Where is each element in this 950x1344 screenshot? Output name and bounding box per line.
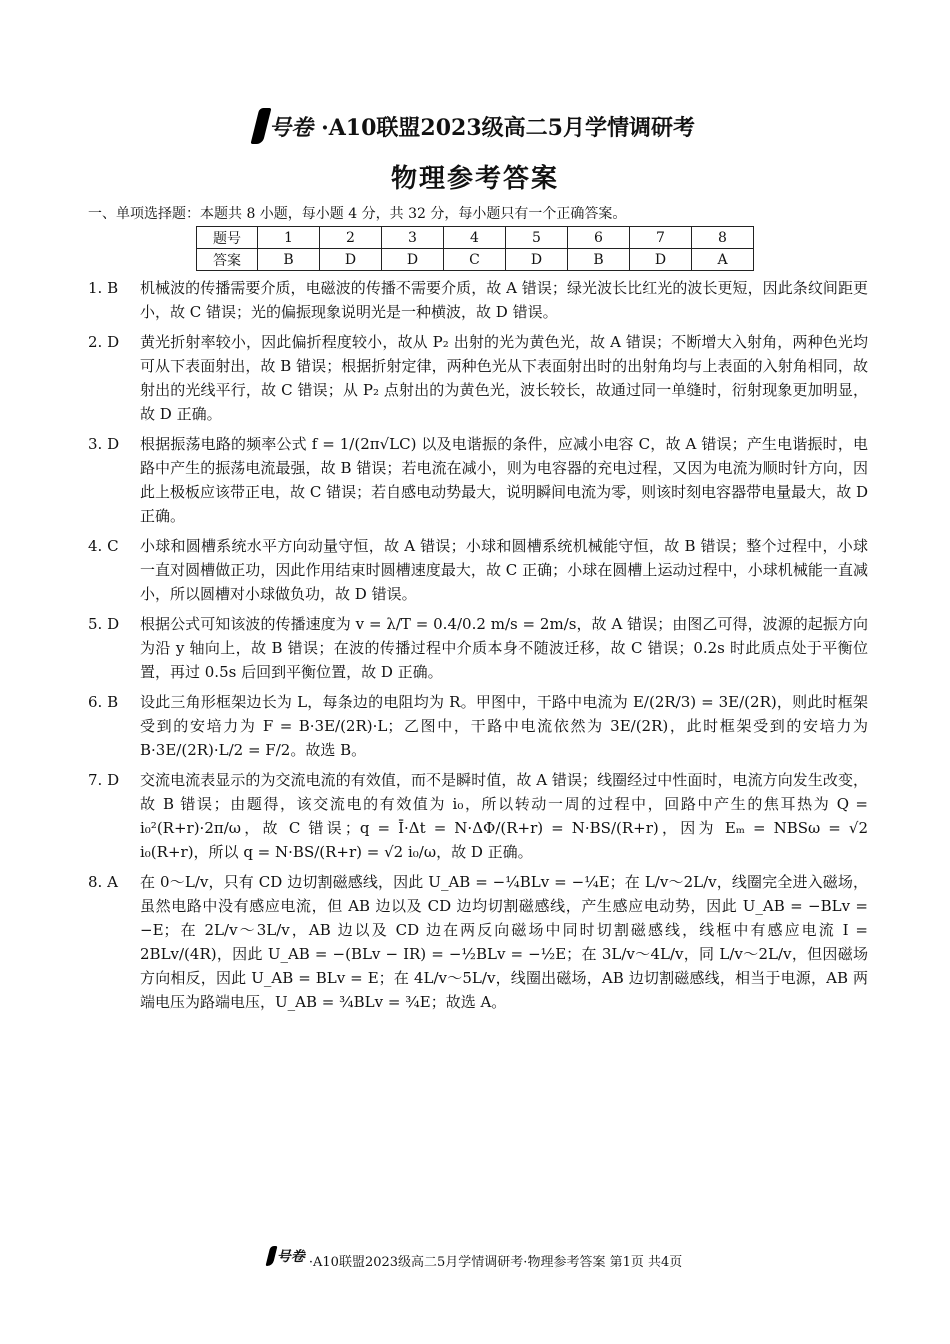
answer-cell: A bbox=[692, 249, 754, 271]
item-number: 3. D bbox=[88, 435, 120, 453]
title-line bbox=[255, 108, 695, 144]
answer-cell: D bbox=[320, 249, 382, 271]
answer-cell: B bbox=[568, 249, 630, 271]
explanation-item bbox=[88, 768, 868, 864]
footer-text: ·A10联盟2023级高二5月学情调研考·物理参考答案 第1页 共4页 bbox=[308, 1255, 683, 1270]
answer-cell: B bbox=[258, 249, 320, 271]
item-text: 交流电流表显示的为交流电流的有效值，而不是瞬时值，故 A 错误；线圈经过中性面时，电流方向发生改变，故 B 错误；由题得，该交流电的有效值为 i₀，所以转动一周的过程中，回路中产生的焦耳热为 Q = i₀²(R+r)·2π/ω，故 C 错误；q = Ī·Δt = N·ΔΦ/(R+r) = N·BS/(R+r)，因为 Eₘ = NBSω = √2 i₀(R+r)，所以 q = N·BS/(R+r) = √2 i₀/ω，故 D 正确。 bbox=[140, 771, 868, 861]
item-text: 机械波的传播需要介质，电磁波的传播不需要介质，故 A 错误；绿光波长比红光的波长更短，因此条纹间距更小，故 C 错误；光的偏振现象说明光是一种横波，故 D 错误。 bbox=[140, 279, 868, 321]
item-text: 黄光折射率较小，因此偏折程度较小，故从 P₂ 出射的光为黄色光，故 A 错误；不断增大入射角，两种色光均可从下表面射出，故 B 错误；根据折射定律，两种色光从下表面射出时的出射角均与上表面的入射角相同，故射出的光线平行，故 C 错误；从 P₂ 点射出的为黄色光，波长较长，故通过同一单缝时，衍射现象更加明显，故 D 正确。 bbox=[140, 333, 868, 423]
question-number: 4 bbox=[444, 227, 506, 249]
item-number: 2. D bbox=[88, 333, 120, 351]
brand-mark-icon bbox=[265, 1246, 277, 1266]
answer-table-answer-row bbox=[197, 249, 754, 271]
row-label-answer: 答案 bbox=[197, 249, 258, 271]
question-number: 7 bbox=[630, 227, 692, 249]
answer-table bbox=[196, 226, 754, 271]
explanation-item bbox=[88, 690, 868, 762]
footer-brand-logo bbox=[268, 1246, 305, 1266]
item-number: 8. A bbox=[88, 873, 118, 891]
item-number: 4. C bbox=[88, 537, 119, 555]
footer-brand-text: 号卷 bbox=[276, 1249, 305, 1265]
explanation-item bbox=[88, 276, 868, 324]
explanation-item bbox=[88, 534, 868, 606]
question-number: 8 bbox=[692, 227, 754, 249]
page-title: ·A10联盟2023级高二5月学情调研考 bbox=[321, 114, 695, 141]
question-number: 2 bbox=[320, 227, 382, 249]
item-number: 1. B bbox=[88, 279, 119, 297]
item-text: 根据振荡电路的频率公式 f = 1/(2π√LC) 以及电谐振的条件，应减小电容 C，故 A 错误；产生电谐振时，电路中产生的振荡电流最强，故 B 错误；若电流在减小，则为电容器的充电过程，又因为电流为顺时针方向，因此上极板应该带正电，故 C 错误；若自感电动势最大，说明瞬间电流为零，则该时刻电容器带电量最大，故 D 正确。 bbox=[140, 435, 869, 525]
section-heading: 一、单项选择题：本题共 8 小题，每小题 4 分，共 32 分，每小题只有一个正确答案。 bbox=[88, 206, 627, 222]
page-footer bbox=[0, 1246, 950, 1270]
explanation-item bbox=[88, 612, 868, 684]
answer-cell: D bbox=[506, 249, 568, 271]
answer-explanations bbox=[88, 276, 868, 1020]
brand-text: 号卷 bbox=[269, 114, 314, 141]
item-text: 小球和圆槽系统水平方向动量守恒，故 A 错误；小球和圆槽系统机械能守恒，故 B 错误；整个过程中，小球一直对圆槽做正功，因此作用结束时圆槽速度最大，故 C 正确；小球在圆槽上运动过程中，小球机械能一直减小，所以圆槽对小球做负功，故 D 错误。 bbox=[140, 537, 868, 603]
explanation-item bbox=[88, 870, 868, 1014]
answer-cell: C bbox=[444, 249, 506, 271]
page-subtitle: 物理参考答案 bbox=[390, 164, 559, 194]
item-number: 6. B bbox=[88, 693, 119, 711]
item-text: 在 0～L/v，只有 CD 边切割磁感线，因此 U_AB = −¼BLv = −¼E；在 L/v～2L/v，线圈完全进入磁场，虽然电路中没有感应电流，但 AB 边以及 CD 边均切割磁感线，产生感应电动势，因此 U_AB = −BLv = −E；在 2L/v～3L/v，AB 边以及 CD 边在两反向磁场中同时切割磁感线，线框中有感应电流 I = 2BLv/(4R)，因此 U_AB = −(BLv − IR) = −½BLv = −½E；在 3L/v～4L/v，同 L/v～2L/v，但因磁场方向相反，因此 U_AB = BLv = E；在 4L/v～5L/v，线圈出磁场，AB 边切割磁感线，相当于电源，AB 两端电压为路端电压，U_AB = ¾BLv = ¾E；故选 A。 bbox=[140, 873, 868, 1011]
brand-logo bbox=[255, 108, 313, 144]
answer-cell: D bbox=[382, 249, 444, 271]
question-number: 5 bbox=[506, 227, 568, 249]
question-number: 1 bbox=[258, 227, 320, 249]
item-text: 根据公式可知该波的传播速度为 v = λ/T = 0.4/0.2 m/s = 2m/s，故 A 错误；由图乙可得，波源的起振方向为沿 y 轴向上，故 B 错误；在波的传播过程中介质本身不随波迁移，故 C 错误；0.2s 时此质点处于平衡位置，再过 0.5s 后回到平衡位置，故 D 正确。 bbox=[140, 615, 868, 681]
question-number: 6 bbox=[568, 227, 630, 249]
question-number: 3 bbox=[382, 227, 444, 249]
explanation-item bbox=[88, 432, 868, 528]
item-number: 7. D bbox=[88, 771, 120, 789]
item-number: 5. D bbox=[88, 615, 120, 633]
row-label-number: 题号 bbox=[197, 227, 258, 249]
item-text: 设此三角形框架边长为 L，每条边的电阻均为 R。甲图中，干路中电流为 E/(2R/3) = 3E/(2R)，则此时框架受到的安培力为 F = B·3E/(2R)·L；乙图中，干路中电流依然为 3E/(2R)，此时框架受到的安培力为 B·3E/(2R)·L/2 = F/2。故选 B。 bbox=[140, 693, 868, 759]
answer-table-number-row bbox=[197, 227, 754, 249]
document-header bbox=[0, 108, 950, 195]
answer-cell: D bbox=[630, 249, 692, 271]
explanation-item bbox=[88, 330, 868, 426]
